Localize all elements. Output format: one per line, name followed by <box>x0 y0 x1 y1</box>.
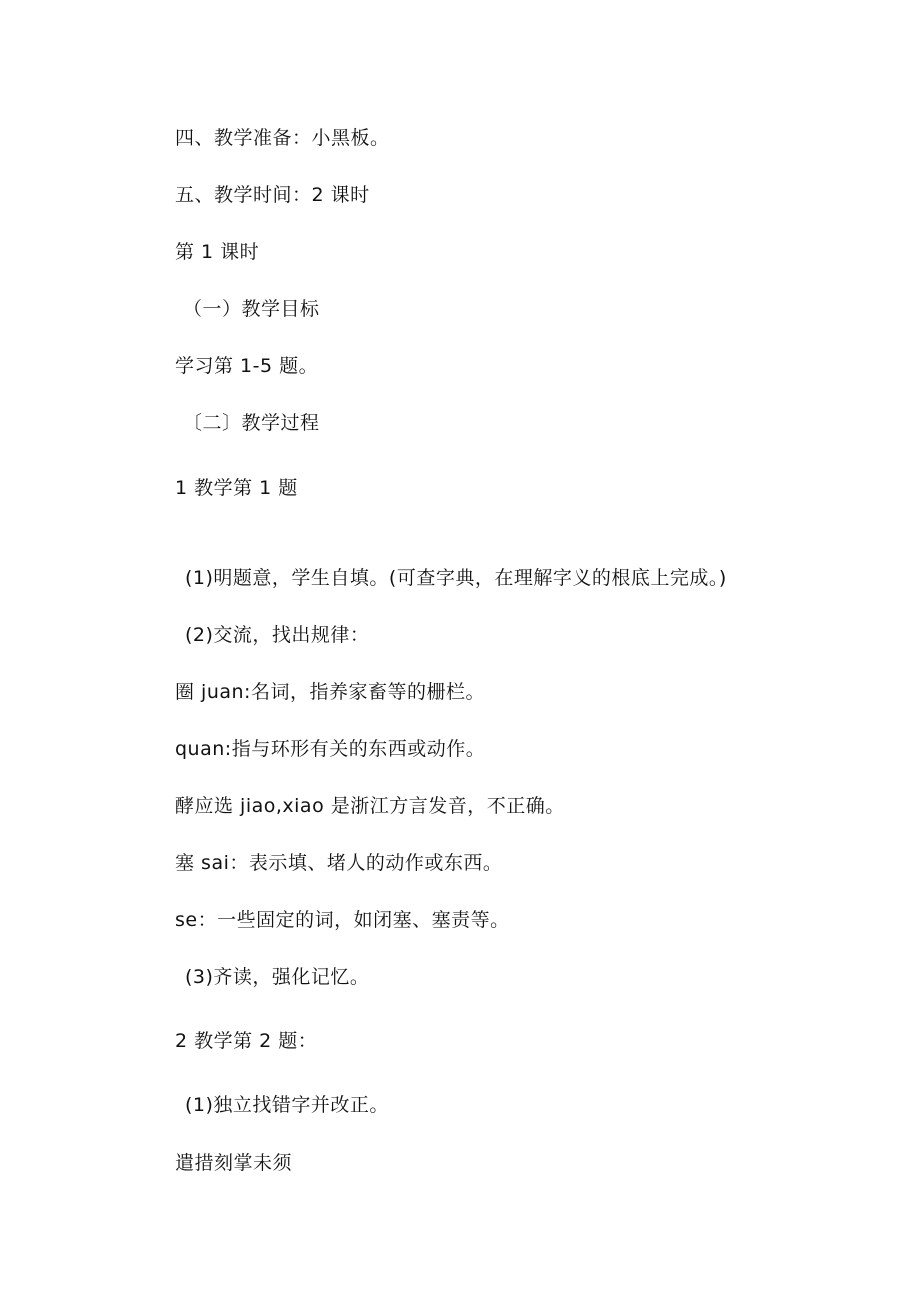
text-line-teaching-time: 五、教学时间：2 课时 <box>175 184 370 206</box>
text-line-q2-step-1: (1)独立找错字并改正。 <box>185 1094 389 1116</box>
text-line-jiao: 酵应选 jiao,xiao 是浙江方言发音，不正确。 <box>175 795 565 817</box>
text-line-step-1: (1)明题意，学生自填。(可查字典，在理解字义的根底上完成。) <box>185 567 727 589</box>
text-line-question-1-heading: 1 教学第 1 题 <box>175 477 298 499</box>
text-line-sai: 塞 sai：表示填、堵人的动作或东西。 <box>175 852 503 874</box>
text-line-lesson-1-heading: 第 1 课时 <box>175 241 260 263</box>
text-line-study-questions: 学习第 1-5 题。 <box>175 355 319 377</box>
text-line-juan: 圈 juan:名词，指养家畜等的栅栏。 <box>175 681 485 703</box>
text-line-characters: 遣措刻掌未须 <box>175 1152 293 1174</box>
text-line-question-2-heading: 2 教学第 2 题： <box>175 1030 318 1052</box>
text-line-teaching-preparation: 四、教学准备：小黑板。 <box>175 127 390 149</box>
text-line-quan: quan:指与环形有关的东西或动作。 <box>175 738 486 760</box>
text-line-teaching-goals: （一）教学目标 <box>183 298 320 320</box>
text-line-step-3: (3)齐读，强化记忆。 <box>185 966 370 988</box>
text-line-step-2: (2)交流，找出规律： <box>185 624 370 646</box>
text-line-se: se：一些固定的词，如闭塞、塞责等。 <box>175 909 510 931</box>
text-line-teaching-process: 〔二〕教学过程 <box>183 412 320 434</box>
